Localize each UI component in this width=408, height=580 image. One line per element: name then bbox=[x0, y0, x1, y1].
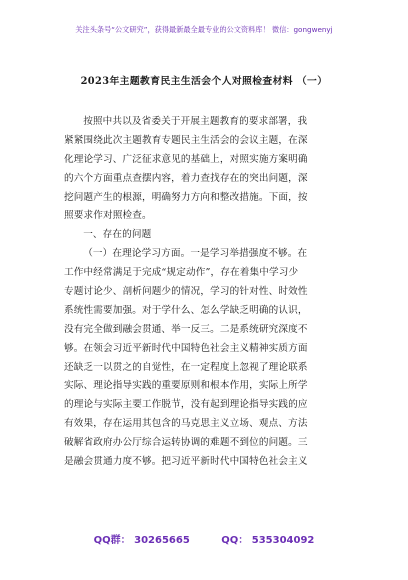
qq-group-number: QQ群： 30265665 bbox=[93, 535, 190, 546]
qq-number: QQ： 535304092 bbox=[221, 535, 315, 546]
body-line: 化理论学习、广泛征求意见的基础上，对照实施方案明确 bbox=[64, 153, 308, 165]
document-body bbox=[64, 113, 350, 472]
body-line: 工作中经常满足于完成“规定动作”，存在着集中学习少 bbox=[64, 267, 299, 279]
body-line: 有效果，存在运用其包含的马克思主义立场、观点、方法 bbox=[64, 418, 308, 430]
document-title: 2023年主题教育民主生活会个人对照检查材料 （一） bbox=[80, 76, 328, 87]
body-line: （一）在理论学习方面。一是学习举措强度不够。在 bbox=[83, 248, 308, 260]
bottom-contact-banner bbox=[0, 531, 408, 546]
body-line: 的理论与实际主要工作脱节，没有起到理论指导实践的应 bbox=[64, 399, 308, 411]
body-line: 专题讨论少、剖析问题少的情况，学习的针对性、时效性 bbox=[64, 286, 308, 298]
body-line: 实际、理论指导实践的重要原则和根本作用，实际上所学 bbox=[64, 380, 308, 392]
body-line: 够。在领会习近平新时代中国特色社会主义精神实质方面 bbox=[64, 342, 308, 354]
body-line: 系统性需要加强。对于学什么、怎么学缺乏明确的认识， bbox=[64, 304, 308, 316]
body-line: 照要求作对照检查。 bbox=[64, 210, 152, 222]
body-line: 还缺乏一以贯之的自觉性，在一定程度上忽视了理论联系 bbox=[64, 361, 308, 373]
body-line: 挖问题产生的根源，明确努力方向和整改措施。下面，按 bbox=[64, 191, 308, 203]
section-heading: 一、存在的问题 bbox=[83, 229, 152, 241]
body-line: 按照中共以及省委关于开展主题教育的要求部署，我 bbox=[83, 116, 308, 127]
top-promo-banner: 关注头条号“公文研究”，获得最新最全最专业的公文资料库！ 微信：gongwenyj bbox=[75, 25, 333, 34]
body-line: 破解省政府办公厅综合运转协调的难题不到位的问题。三 bbox=[64, 437, 308, 449]
body-line: 的六个方面重点查摆内容，着力查找存在的突出问题，深 bbox=[64, 172, 308, 184]
body-line: 紧紧围绕此次主题教育专题民主生活会的会议主题，在深 bbox=[64, 134, 308, 146]
body-line: 是融会贯通力度不够。把习近平新时代中国特色社会主义 bbox=[64, 456, 308, 468]
body-line: 没有完全做到融会贯通、举一反三。二是系统研究深度不 bbox=[64, 323, 308, 335]
